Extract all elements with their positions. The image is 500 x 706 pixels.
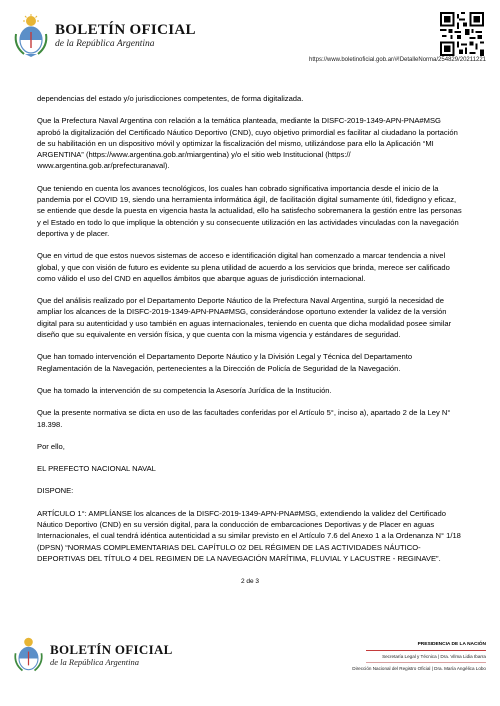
secretaria-line: Secretaría Legal y Técnica | Dra. Vilma Lidia Ibarra	[382, 654, 486, 659]
paragraph: Por ello,	[37, 441, 65, 451]
paragraph: Que del análisis realizado por el Departamento Deporte Náutico de la Prefectura Naval Argentina, surgió la necesidad de ampliar los alcances de la DISFC-2019-1349-APN-PNA#MSG, considerándose oportuno extender la validez de la versión digital para su autenticidad y uso también en aguas internacionales, teniendo en cuenta que dicha modalidad posee similar diseño que su equivalente en versión física, y que cuenta con la misma vigencia y estándares de seguridad.	[37, 296, 452, 340]
paragraph: Que en virtud de que estos nuevos sistemas de acceso e identificación digital han comenzado a marcar tendencia a nivel global, y que con visión de futuro es evidente su plena utilidad de acuerdo a los servicios que brinda, merece ser calificado como válido el uso del CND en aquellos ámbitos que abarque aguas de jurisdicción internacional.	[37, 251, 450, 283]
paragraph: dependencias del estado y/o jurisdicciones competentes, de forma digitalizada.	[37, 94, 304, 103]
footer-divider	[366, 650, 486, 651]
paragraph: Que la Prefectura Naval Argentina con relación a la temática planteada, mediante la DISFC-2019-1349-APN-PNA#MSG aprobó la digitalización del Certificado Náutico Deportivo (CND), cuyo objetivo primordial es facilitar al ciudadano la portación de su habilitación en un dispositivo móvil y optimizar la fiscalización del mismo, utilizándose para ello la Aplicación “MI ARGENTINA” (https://www.argentina.gob.ar/miargentina) y/o el sitio web Institucional (https:// www.argentina.gob.ar/prefecturanaval).	[37, 116, 458, 171]
paragraph: Que la presente normativa se dicta en uso de las facultades conferidas por el Artículo 5°, inciso a), apartado 2 de la Ley N° 18.398.	[37, 408, 451, 429]
header-subtitle: de la República Argentina	[55, 38, 155, 49]
boletin-logo	[12, 14, 196, 58]
footer-title: BOLETÍN OFICIAL	[50, 642, 173, 658]
article-paragraph: ARTÍCULO 1°: AMPLÍANSE los alcances de la DISFC-2019-1349-APN-PNA#MSG, extendiendo la validez del Certificado Náutico Deportivo (CND) en su versión digital, para la conducción de embarcaciones Deportivas y de Placer en aguas Internacionales, el cual tendrá idéntica autenticidad a su similar previsto en el Artículo 7.6 del Anexo 1 a la Ordenanza N° 1/18 (DPSN) “NORMAS COMPLEMENTARIAS DEL CAPÍTULO 02 DEL RÉGIMEN DE LAS ACTIVIDADES NÁUTICO-DEPORTIVAS DEL TÍTULO 4 DEL REGIMEN DE LA NAVEGACIÓN MARÍTIMA, FLUVIAL Y LACUSTRE - REGINAVE”.	[37, 508, 461, 563]
document-body	[37, 93, 463, 575]
coat-of-arms-icon	[12, 636, 45, 674]
footer-boletin-logo	[12, 636, 173, 674]
page-number: 2 de 3	[240, 578, 260, 585]
paragraph: EL PREFECTO NACIONAL NAVAL	[37, 464, 156, 474]
page-footer	[0, 600, 500, 706]
footer-subtitle: de la República Argentina	[50, 657, 139, 668]
presidencia-label: PRESIDENCIA DE LA NACIÓN	[417, 642, 486, 647]
footer-credits	[352, 640, 486, 673]
paragraph: Que teniendo en cuenta los avances tecnológicos, los cuales han cobrado significativa importancia desde el inicio de la pandemia por el COVID 19, siendo una herramienta informática ágil, de facilitación digital sumamente útil, fidedigno y eficaz, se entiende que desde la puesta en vigencia hasta la actualidad, ello ha satisfecho sobremanera la gestión entre las personas y el Estado en todo lo que implique la obtención y su consecuente utilización en las actividades vinculadas con la navegación deportiva y de placer.	[37, 183, 462, 238]
direccion-line: Dirección Nacional del Registro Oficial | Dra. María Angélica Lobo	[352, 666, 486, 671]
coat-of-arms-icon	[12, 14, 50, 58]
paragraph: Que ha tomado la intervención de su competencia la Asesoría Jurídica de la Institución.	[37, 385, 332, 395]
footer-divider	[366, 662, 486, 663]
paragraph: DISPONE:	[37, 486, 74, 496]
page-header	[0, 0, 500, 72]
paragraph: Que han tomado intervención el Departamento Deporte Náutico y la División Legal y Técnica del Departamento Reglamentación de la Navegación, pertenecientes a la Dirección de Policía de Seguridad de la Navegación.	[37, 352, 413, 373]
document-url[interactable]: https://www.boletinoficial.gob.ar/#!DetalleNorma/254829/20211221	[309, 57, 486, 63]
qr-code-icon	[440, 12, 484, 56]
header-title: BOLETÍN OFICIAL	[55, 21, 196, 38]
